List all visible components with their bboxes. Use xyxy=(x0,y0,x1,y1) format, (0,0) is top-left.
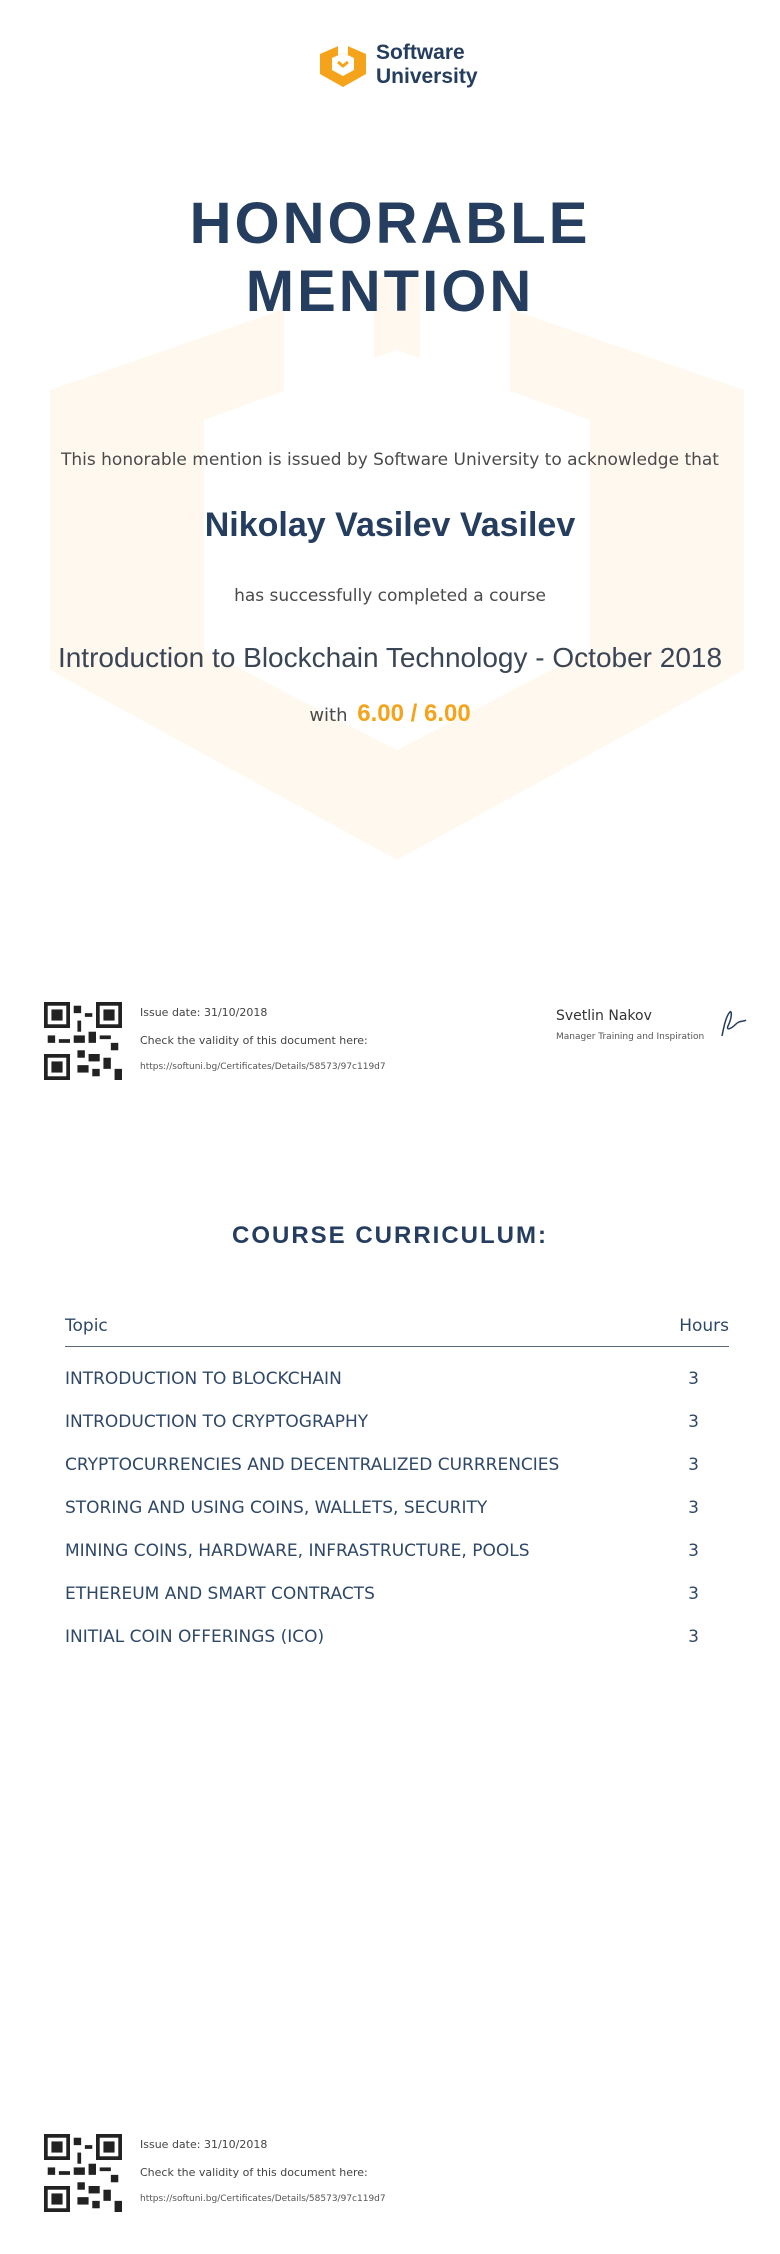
validity-link[interactable]: https://softuni.bg/Certificates/Details/58573/97c119d7 xyxy=(140,2194,386,2204)
table-row xyxy=(65,1574,729,1617)
table-row xyxy=(65,1359,729,1402)
softuni-watermark xyxy=(44,250,750,870)
hours-cell: 3 xyxy=(688,1627,699,1647)
topic-cell: INTRODUCTION TO CRYPTOGRAPHY xyxy=(65,1412,369,1432)
curriculum-header-row xyxy=(65,1312,729,1347)
hours-cell: 3 xyxy=(688,1412,699,1432)
topic-cell: CRYPTOCURRENCIES AND DECENTRALIZED CURRRENCIES xyxy=(65,1455,560,1475)
completion-text: has successfully completed a course xyxy=(234,586,546,606)
table-row xyxy=(65,1402,729,1445)
hours-cell: 3 xyxy=(688,1541,699,1561)
curriculum-footer xyxy=(44,2134,744,2214)
hours-cell: 3 xyxy=(688,1584,699,1604)
validity-text: Check the validity of this document here: xyxy=(140,2166,368,2179)
signer-role: Manager Training and Inspiration xyxy=(556,1032,705,1042)
topic-cell: STORING AND USING COINS, WALLETS, SECURITY xyxy=(65,1498,488,1518)
logo-line1: Software xyxy=(376,41,465,64)
issue-date: Issue date: 31/10/2018 xyxy=(140,2138,268,2151)
curriculum-title: COURSE CURRICULUM: xyxy=(232,1222,548,1249)
grade-line xyxy=(0,700,780,728)
signature-icon xyxy=(716,1006,748,1040)
softuni-logo-icon xyxy=(316,40,370,90)
course-name: Introduction to Blockchain Technology - October 2018 xyxy=(57,642,723,673)
softuni-logo-text xyxy=(376,41,478,89)
topic-cell: MINING COINS, HARDWARE, INFRASTRUCTURE, POOLS xyxy=(65,1541,530,1561)
table-row xyxy=(65,1488,729,1531)
logo-line2: University xyxy=(376,65,478,88)
qr-code-icon xyxy=(44,1002,122,1080)
recipient-name: Nikolay Vasilev Vasilev xyxy=(204,506,576,544)
table-row xyxy=(65,1445,729,1488)
hours-column-header: Hours xyxy=(679,1316,729,1336)
acknowledgement-text: This honorable mention is issued by Software University to acknowledge that xyxy=(61,450,719,470)
certificate-title-line1: HONORABLE xyxy=(189,191,591,256)
validity-text: Check the validity of this document here: xyxy=(140,1034,368,1047)
issue-date: Issue date: 31/10/2018 xyxy=(140,1006,268,1019)
validity-link[interactable]: https://softuni.bg/Certificates/Details/58573/97c119d7 xyxy=(140,1062,386,1072)
qr-code-icon xyxy=(44,2134,122,2212)
curriculum-table xyxy=(65,1312,729,1660)
table-row xyxy=(65,1531,729,1574)
hours-cell: 3 xyxy=(688,1498,699,1518)
hours-cell: 3 xyxy=(688,1455,699,1475)
certificate-footer xyxy=(44,1002,744,1082)
curriculum-rows xyxy=(65,1359,729,1660)
certificate-title-line2: MENTION xyxy=(245,259,535,324)
softuni-logo xyxy=(316,40,478,90)
topic-cell: INTRODUCTION TO BLOCKCHAIN xyxy=(65,1369,342,1389)
topic-cell: ETHEREUM AND SMART CONTRACTS xyxy=(65,1584,375,1604)
signer-name: Svetlin Nakov xyxy=(556,1008,652,1024)
grade-prefix: with xyxy=(309,705,348,726)
table-row xyxy=(65,1617,729,1660)
topic-cell: INITIAL COIN OFFERINGS (ICO) xyxy=(65,1627,325,1647)
grade-value: 6.00 / 6.00 xyxy=(357,700,471,727)
topic-column-header: Topic xyxy=(65,1316,108,1336)
hours-cell: 3 xyxy=(688,1369,699,1389)
